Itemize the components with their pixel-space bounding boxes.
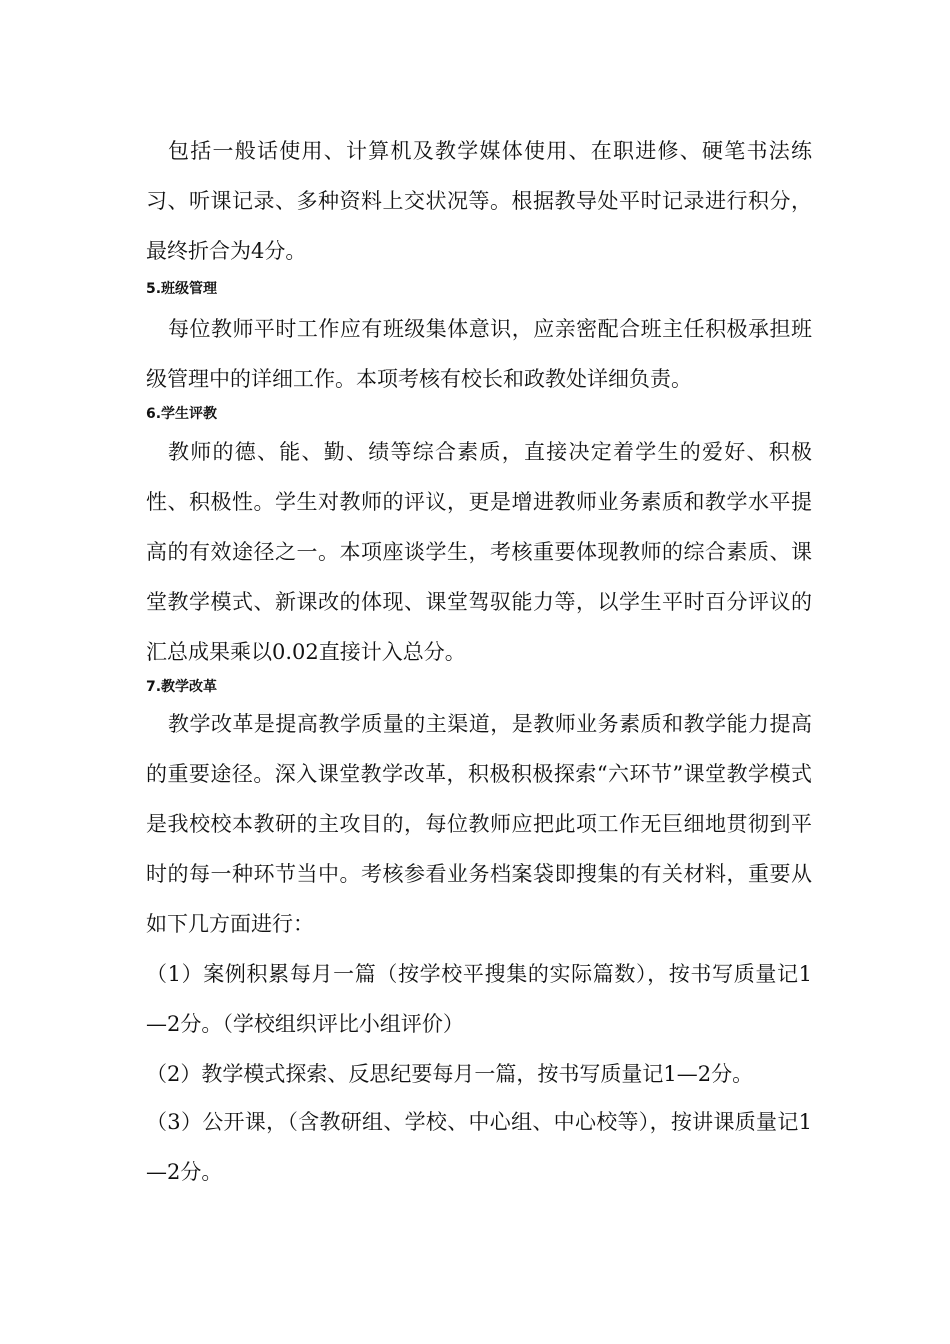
list-item-open-class: （3）公开课，（含教研组、学校、中心组、中心校等），按讲课质量记1—2分。 (146, 1110, 812, 1184)
list-item-teaching-model: （2）教学模式探索、反思纪要每月一篇，按书写质量记1—2分。 (146, 1062, 754, 1086)
list-item-case-accumulation: （1）案例积累每月一篇（按学校平搜集的实际篇数），按书写质量记1—2分。（学校组织评比小组评价） (146, 962, 812, 1036)
paragraph-student-evaluation: 教师的德、能、勤、绩等综合素质，直接决定着学生的爱好、积极性、积极性。学生对教师的评议，更是增进教师业务素质和教学水平提高的有效途径之一。本项座谈学生，考核重要体现教师的综合素质、课堂教学模式、新课改的体现、课堂驾驭能力等，以学生平时百分评议的汇总成果乘以0.02直接计入总分。 (146, 440, 812, 664)
paragraph-class-management: 每位教师平时工作应有班级集体意识，应亲密配合班主任积极承担班级管理中的详细工作。本项考核有校长和政教处详细负责。 (146, 317, 812, 391)
heading-class-management: 5.班级管理 (146, 281, 218, 297)
heading-teaching-reform: 7.教学改革 (146, 679, 218, 695)
paragraph-general-work: 包括一般话使用、计算机及教学媒体使用、在职进修、硬笔书法练习、听课记录、多种资料上交状况等。根据教导处平时记录进行积分，最终折合为4分。 (146, 139, 812, 263)
heading-student-evaluation: 6.学生评教 (146, 406, 218, 422)
paragraph-teaching-reform: 教学改革是提高教学质量的主渠道，是教师业务素质和教学能力提高的重要途径。深入课堂教学改革，积极积极探索“六环节”课堂教学模式是我校校本教研的主攻目的，每位教师应把此项工作无巨细地贯彻到平时的每一种环节当中。考核参看业务档案袋即搜集的有关材料，重要从如下几方面进行： (146, 712, 812, 936)
